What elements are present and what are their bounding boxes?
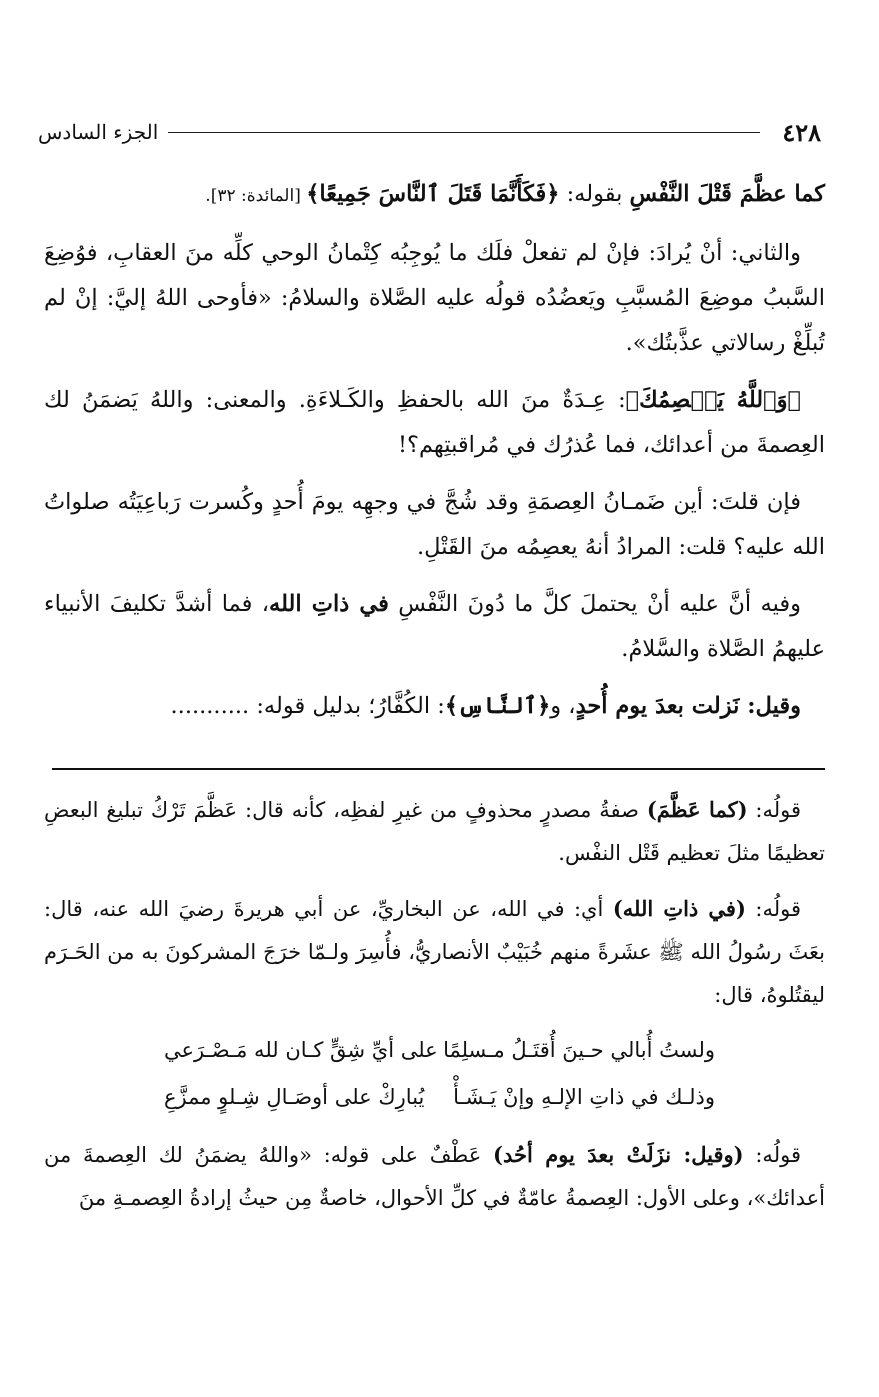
bold-phrase: كما عظَّمَ قَتْلَ النَّفْسِ (629, 181, 825, 207)
text-span: ، فما أشدَّ تكليفَ الأنبياء عليهمُ الصَّلاة والسَّلامُ. (44, 591, 825, 662)
paragraph-3 (44, 378, 825, 468)
text-span: بقوله: (559, 181, 630, 207)
bold-phrase: وقيل: نَزلت بعدَ يوم أُحدٍ (575, 693, 801, 719)
hemistich-second: يُبارِكْ على أوصَـالِ شِـلوٍ ممزَّعِ (164, 1085, 425, 1109)
commentary-notes (44, 788, 825, 1232)
header-rule (168, 132, 760, 133)
hemistich-second: على أيِّ شِقٍّ كـان لله مَـصْـرَعي (164, 1038, 438, 1062)
hemistich-first: وذلـك في ذاتِ الإلـهِ وإنْ يَـشَـأْ (453, 1085, 715, 1109)
main-text (44, 172, 825, 741)
quran-verse: ﴿ٱلنَّاسِ﴾ (444, 693, 551, 719)
text-span: أي: في الله، عن البخاريِّ، عن أبي هريرةَ رضيَ الله عنه، قال: بعَثَ رسُولُ الله ﷺ عشَرةً منهم خُبَيْبٌ الأنصاريُّ، فأُسِرَ ولـمّا خرَجَ المشركونَ به من الحَـرَم ليقتُلوهُ، قال: (44, 897, 825, 1007)
text-span: عَطْفٌ على قوله: «واللهُ يضمَنُ لك العِصمةَ من أعدائك»، وعلى الأول: العِصمةُ عامّةٌ في كلِّ الأحوال، خاصةٌ مِن حيثُ إرادةُ العِصمـةِ منَ (44, 1143, 825, 1210)
paragraph-5 (44, 582, 825, 672)
paragraph-2: والثاني: أنْ يُرادَ: فإنْ لم تفعلْ فلَك ما يُوجِبُه كِتْمانُ الوحي كلِّه منَ العقابِ، فوُضِعَ السَّببُ موضِعَ المُسبَّبِ ويَعضُدُه قولُه عليه الصَّلاة والسلامُ: «فأوحى اللهُ إليَّ: إنْ لم تُبلِّغْ رسالاتي عذَّبتُك». (44, 240, 825, 356)
note-lemma: (وقيل: نزَلَتْ بعدَ يوم أحُد) (493, 1142, 744, 1167)
note-lemma: (في ذاتِ الله) (612, 896, 746, 921)
page-number: ٤٢٨ (782, 117, 821, 147)
note-2 (44, 887, 825, 1017)
hemistich-first: ولستُ أُبالي حـينَ أُقتَـلُ مـسلِمًا (443, 1038, 715, 1062)
page-header (38, 112, 821, 152)
text-span: قولُه: (743, 1143, 801, 1167)
paragraph-4: فإن قلتَ: أين ضَمـانُ العِصمَةِ وقد شُجَّ في وجهِه يومَ أُحدٍ وكُسرت رَباعِيَتُه صلواتُ الله عليه؟ قلت: المرادُ أنهُ يعصِمُه منَ القَتْلِ. (44, 489, 825, 560)
footnote-divider (52, 768, 825, 770)
text-span: قولُه: (747, 798, 802, 822)
paragraph-1 (44, 172, 825, 219)
note-3 (44, 1133, 825, 1220)
volume-name: الجزء السادس (38, 120, 159, 144)
quran-verse: ﴿فَكَأَنَّمَا قَتَلَ ٱلنَّاسَ جَمِيعًا﴾ (306, 181, 560, 207)
poem-verse-2 (44, 1076, 825, 1119)
quran-verse: ﴿وَٱللَّهُ يَعۡصِمُكَ﴾ (625, 387, 801, 413)
text-span: وفيه أنَّ عليه أنْ يحتملَ كلَّ ما دُونَ النَّفْسِ (388, 591, 801, 617)
text-span: قولُه: (745, 897, 802, 921)
paragraph-6 (44, 684, 825, 729)
bold-phrase: في ذاتِ الله (269, 591, 389, 617)
note-1 (44, 788, 825, 875)
text-span: صفةُ مصدرٍ محذوفٍ من غيرِ لفظِه، كأنه قال: عَظَّمَ تَرْكُ تبليغ البعضِ تعظيمًا مثلَ تعظيم قَتْل النفْس. (44, 798, 825, 865)
note-lemma: (كما عَظَّمَ) (646, 797, 748, 822)
poem-verse-1 (44, 1029, 825, 1072)
text-span: : الكُفَّارُ؛ بدليل قوله: ........... (170, 693, 445, 719)
text-span: : عِـدَةٌ منَ الله بالحفظِ والكَـلاءَةِ. والمعنى: واللهُ يَضمَنُ لك العِصمةَ من أعدائك، فما عُذرُك في مُراقبتِهم؟! (44, 387, 825, 458)
verse-reference: [المائدة: ٣٢]. (205, 186, 307, 206)
text-span: ، و (550, 693, 576, 719)
